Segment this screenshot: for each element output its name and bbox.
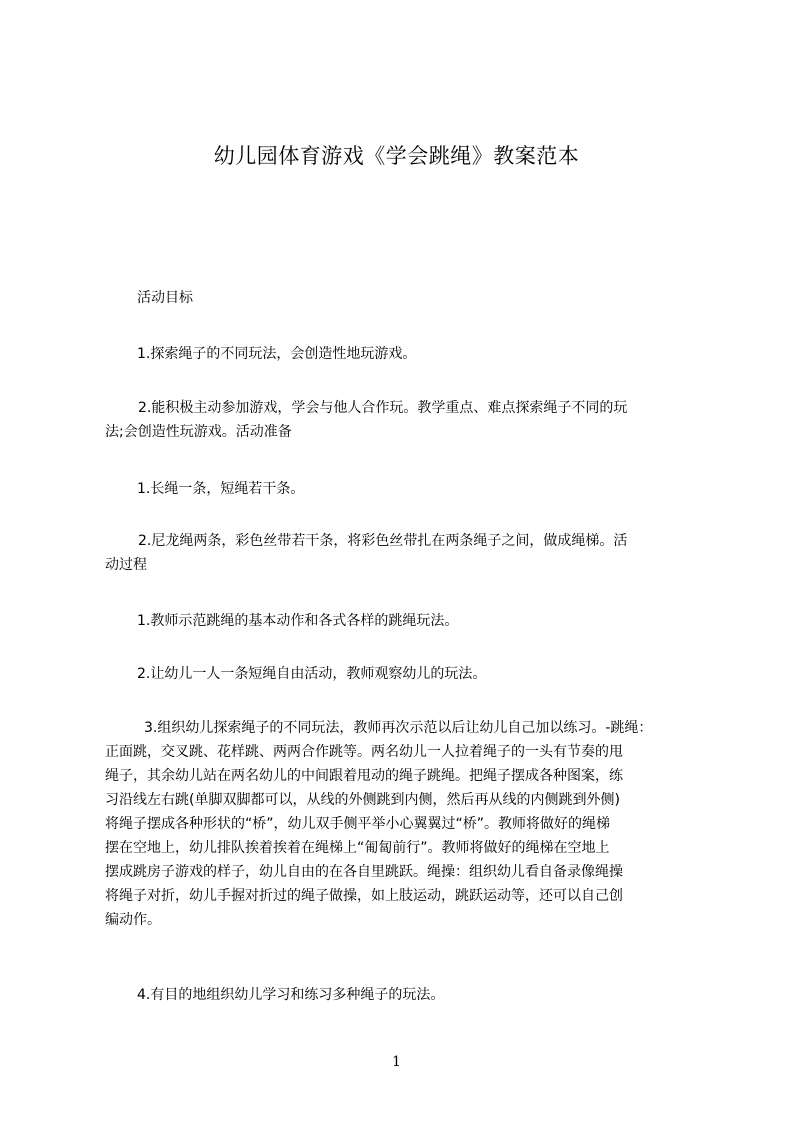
goal-item-2 [105,396,627,444]
goal-item-1: 1.探索绳子的不同玩法，会创造性地玩游戏。 [137,346,417,362]
process-item-1: 1.教师示范跳绳的基本动作和各式各样的跳绳玩法。 [137,613,459,629]
process-item-3 [105,716,698,932]
prep-item-2 [105,529,627,577]
process-item-2: 2.让幼儿一人一条短绳自由活动，教师观察幼儿的玩法。 [137,666,487,682]
process-item-3-line-9: 编动作。 [105,912,161,928]
goal-item-2-line-2: 法;会创造性玩游戏。活动准备 [105,424,292,440]
page-number: 1 [392,1054,401,1070]
process-item-3-line-3: 绳子，其余幼儿站在两名幼儿的中间跟着甩动的绳子跳绳。把绳子摆成各种图案，练 [105,768,623,784]
process-item-3-line-5: 将绳子摆成各种形状的“桥”，幼儿双手侧平举小心翼翼过“桥”。教师将做好的绳梯 [105,816,611,832]
process-item-4: 4.有目的地组织幼儿学习和练习多种绳子的玩法。 [137,987,445,1003]
process-item-3-line-7: 摆成跳房子游戏的样子，幼儿自由的在各自里跳跃。绳操：组织幼儿看自备录像绳操 [105,864,623,880]
prep-item-1: 1.长绳一条，短绳若干条。 [137,481,305,497]
goal-item-2-line-1: 2.能积极主动参加游戏，学会与他人合作玩。教学重点、难点探索绳子不同的玩 [138,400,628,416]
process-item-3-line-4: 习沿线左右跳(单脚双脚都可以，从线的外侧跳到内侧，然后再从线的内侧跳到外侧) [105,792,620,808]
document-title: 幼儿园体育游戏《学会跳绳》教案范本 [213,144,580,168]
process-item-3-line-1: 3.组织幼儿探索绳子的不同玩法，教师再次示范以后让幼儿自己加以练习。-跳绳： [144,720,653,736]
goal-heading: 活动目标 [137,290,193,306]
prep-item-2-line-2: 动过程 [105,557,147,573]
process-item-3-line-6: 摆在空地上，幼儿排队挨着挨着在绳梯上“匍匐前行”。教师将做好的绳梯在空地上 [105,840,610,856]
process-item-3-line-2: 正面跳，交叉跳、花样跳、两两合作跳等。两名幼儿一人拉着绳子的一头有节奏的甩 [105,744,623,760]
process-item-3-line-8: 将绳子对折，幼儿手握对折过的绳子做操，如上肢运动，跳跃运动等，还可以自己创 [105,888,623,904]
prep-item-2-line-1: 2.尼龙绳两条，彩色丝带若干条，将彩色丝带扎在两条绳子之间，做成绳梯。活 [138,533,628,549]
